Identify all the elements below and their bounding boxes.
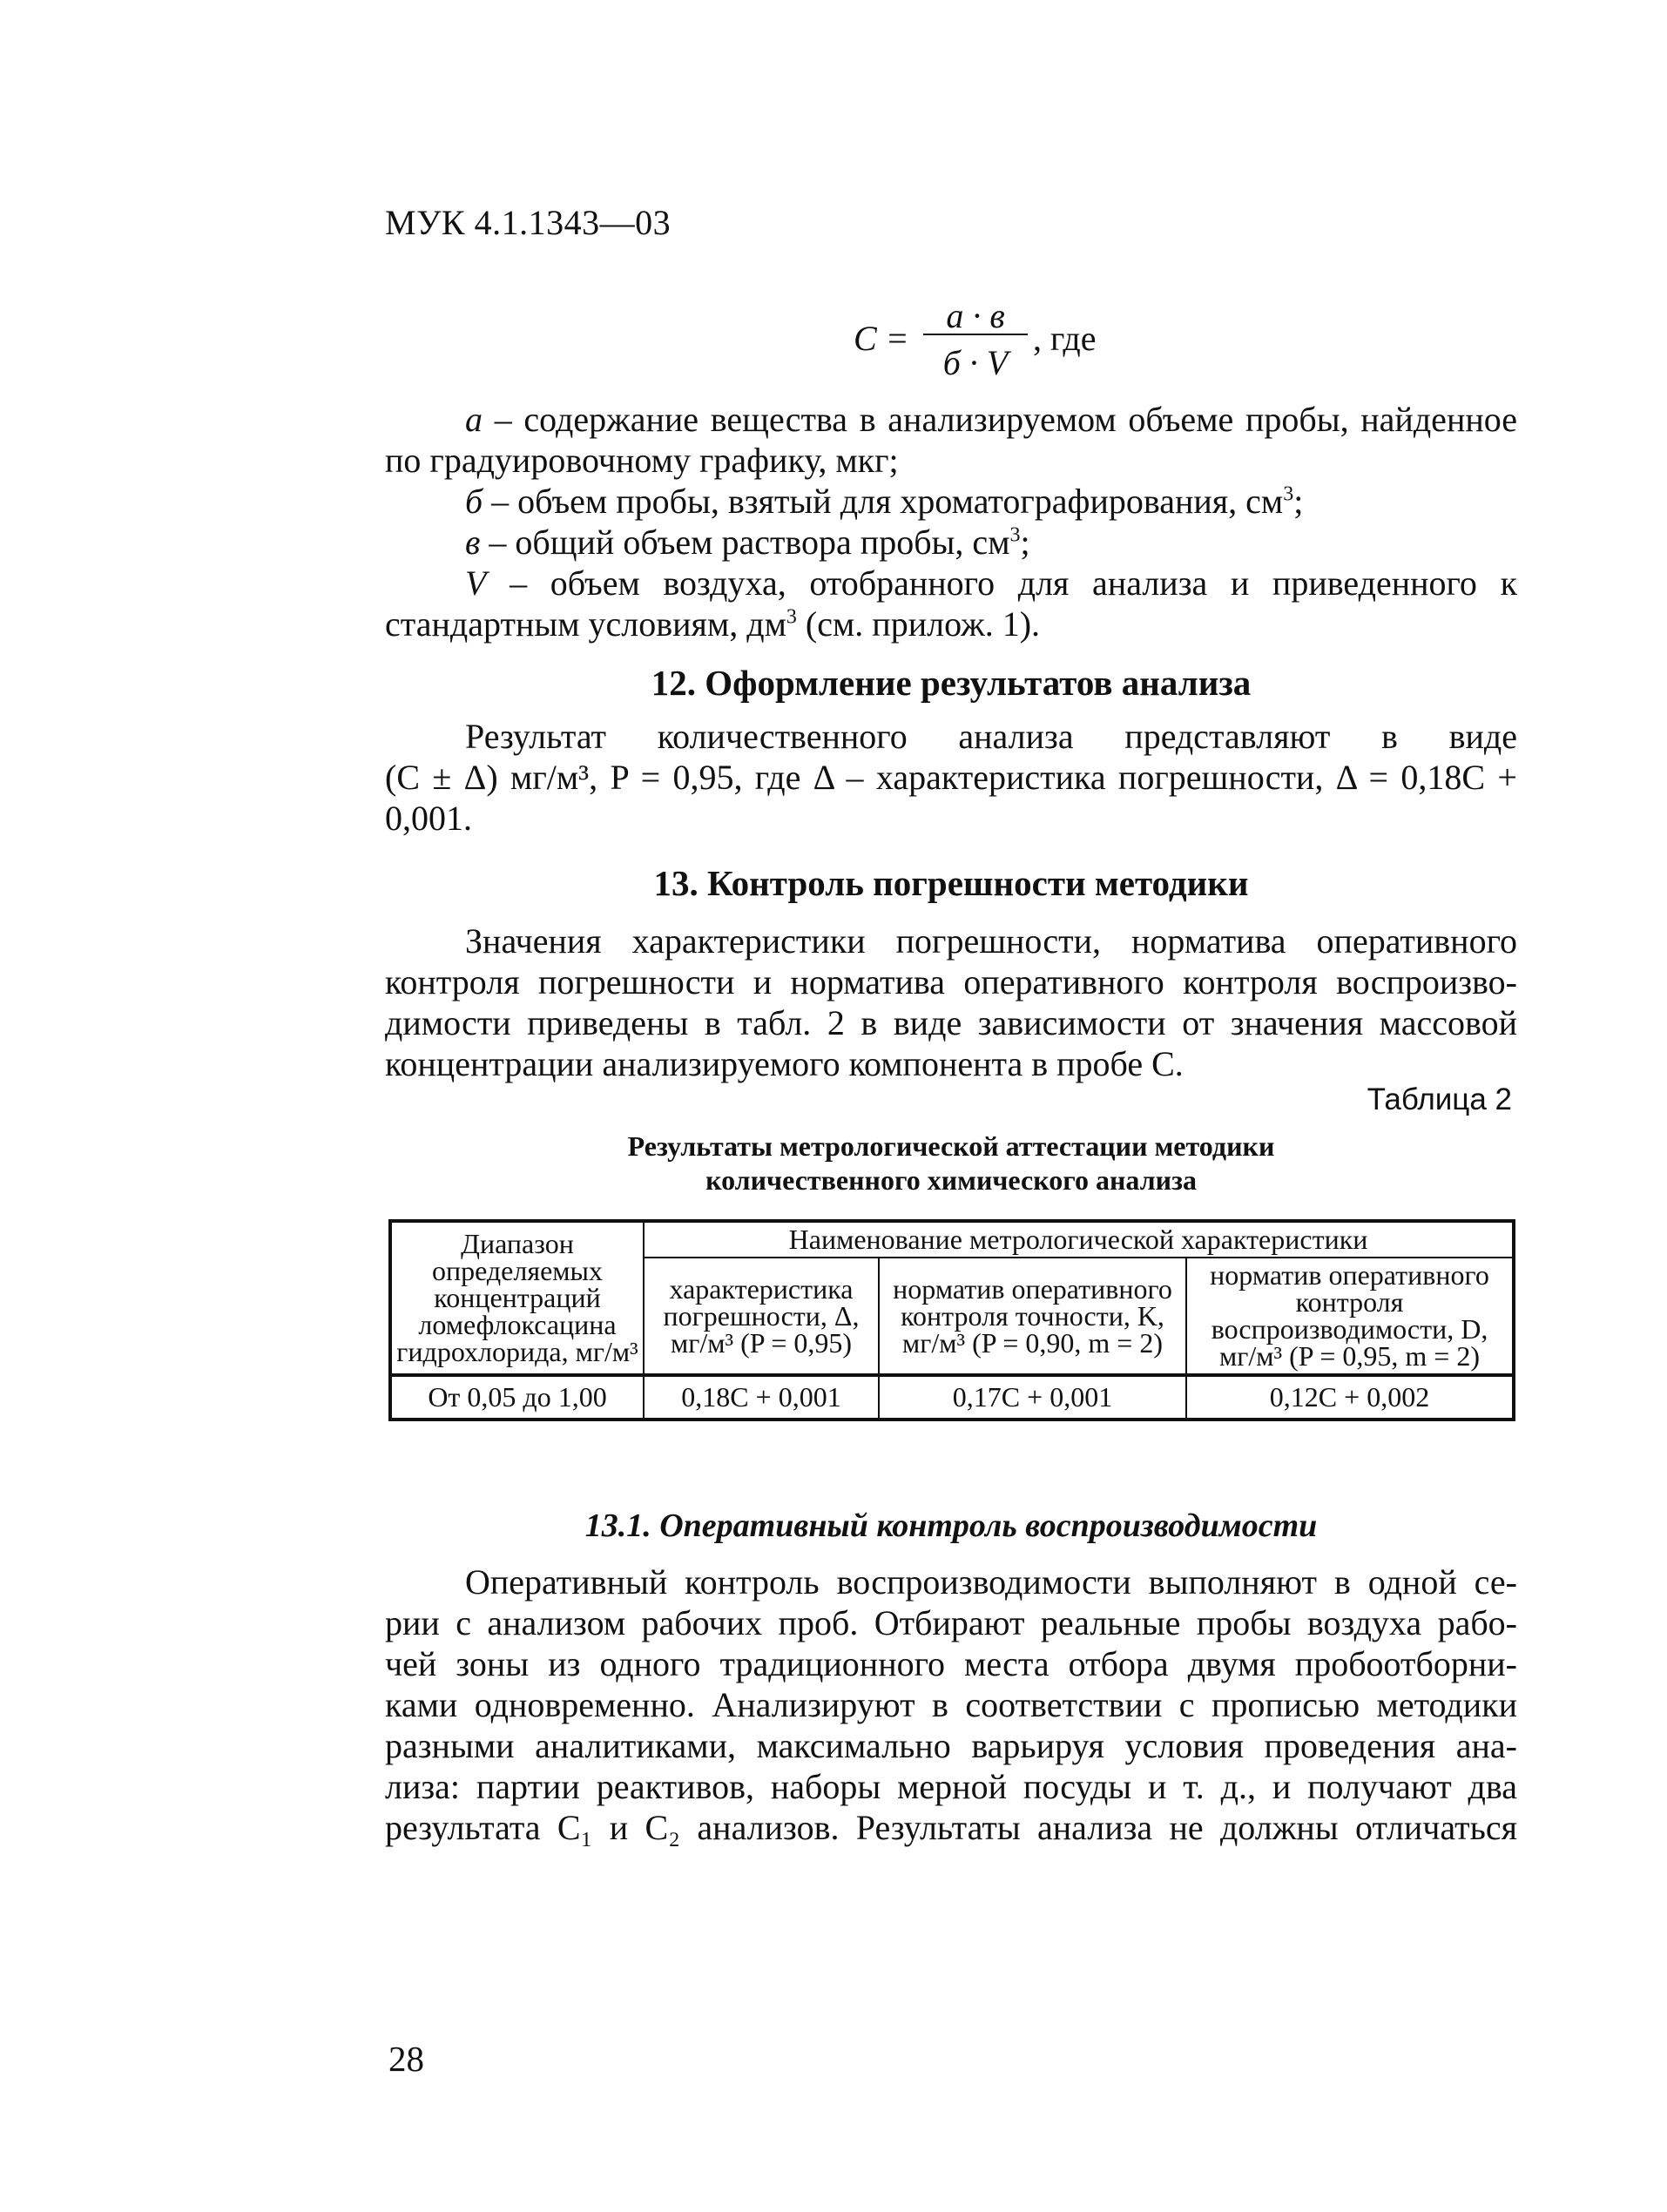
header-error-characteristic: характеристика погрешности, Δ, мг/м³ (P = 0,95) xyxy=(644,1258,879,1375)
formula-denominator: б · V xyxy=(942,343,1009,382)
section-13-title: 13. Контроль погрешности методики xyxy=(653,863,1249,903)
header-accuracy-control: норматив оперативного контроля точности, K, мг/м³ (P = 0,90, m = 2) xyxy=(879,1258,1186,1375)
header-metrological-characteristic: Наименование метрологической характеристики xyxy=(644,1221,1514,1258)
section-13-text: Значения характеристики погрешности, норматива оперативного контроля погрешности и норматива оперативного контроля воспроизво- димости приведены в табл. 2 в виде зависимости от значения массовой концентрации анализируемого компонента в пробе C. xyxy=(385,921,1517,1083)
cell-d: 0,12C + 0,002 xyxy=(1186,1375,1514,1420)
document-header: МУК 4.1.1343—03 xyxy=(385,203,672,242)
header-concentration-range: Диапазон определяемых концентраций ломефлоксацина гидрохлорида, мг/м³ xyxy=(390,1221,644,1375)
table-title: Результаты метрологической аттестации методики количественного химического анализа xyxy=(627,1130,1275,1196)
cell-k: 0,17C + 0,001 xyxy=(879,1375,1186,1420)
definition-b: б – объем пробы, взятый для хроматографирования, $см^3$; xyxy=(465,482,1304,521)
page-number: 28 xyxy=(388,2039,424,2079)
section-13-1-title: 13.1. Оперативный контроль воспроизводимости xyxy=(584,1507,1318,1544)
section-12-title: 12. Оформление результатов анализа xyxy=(651,663,1252,703)
fraction-bar xyxy=(923,334,1028,335)
formula-numerator: a · в xyxy=(946,296,1005,335)
formula-lhs: C = xyxy=(854,319,909,358)
definition-v: в – общий объем раствора пробы, $см^3$; xyxy=(465,523,1030,562)
cell-range: От 0,05 до 1,00 xyxy=(390,1375,644,1420)
formula-where: , где xyxy=(1033,319,1097,358)
definition-volume: V – объем воздуха, отобранного для анализа и приведенного к стандартным условиям, $дм^3$ (см. прилож. 1). xyxy=(385,563,1517,644)
definition-a: a – содержание вещества в анализируемом объеме пробы, найденное по градуировочному графику, мкг; xyxy=(385,400,1517,480)
table-caption: Таблица 2 xyxy=(1367,1082,1512,1116)
section-13-1-text: Оперативный контроль воспроизводимости выполняют в одной се- рии с анализом рабочих проб. Отбирают реальные пробы воздуха рабо- чей зоны из одного традиционного места отбора двумя пробоотборни- ками одновременно. Анализируют в соответствии с прописью методики разными аналитиками, максимально варьируя условия проведения ана- лиза: партии реактивов, наборы мерной посуды и т. д., и получают два результата C₁ и C₂ анализов. Результаты анализа не должны отличаться xyxy=(385,1562,1517,1847)
section-12-text: Результат количественного анализа представляют в виде (C ± Δ) мг/м³, P = 0,95, где Δ – характеристика погрешности, Δ = 0,18C + 0,001. xyxy=(385,717,1517,838)
table-row xyxy=(390,1375,1514,1420)
cell-delta: 0,18C + 0,001 xyxy=(644,1375,879,1420)
variable-definitions xyxy=(385,399,1517,644)
metrology-table xyxy=(388,1219,1515,1421)
header-reproducibility-control: норматив оперативного контроля воспроизводимости, D, мг/м³ (P = 0,95, m = 2) xyxy=(1186,1258,1514,1375)
